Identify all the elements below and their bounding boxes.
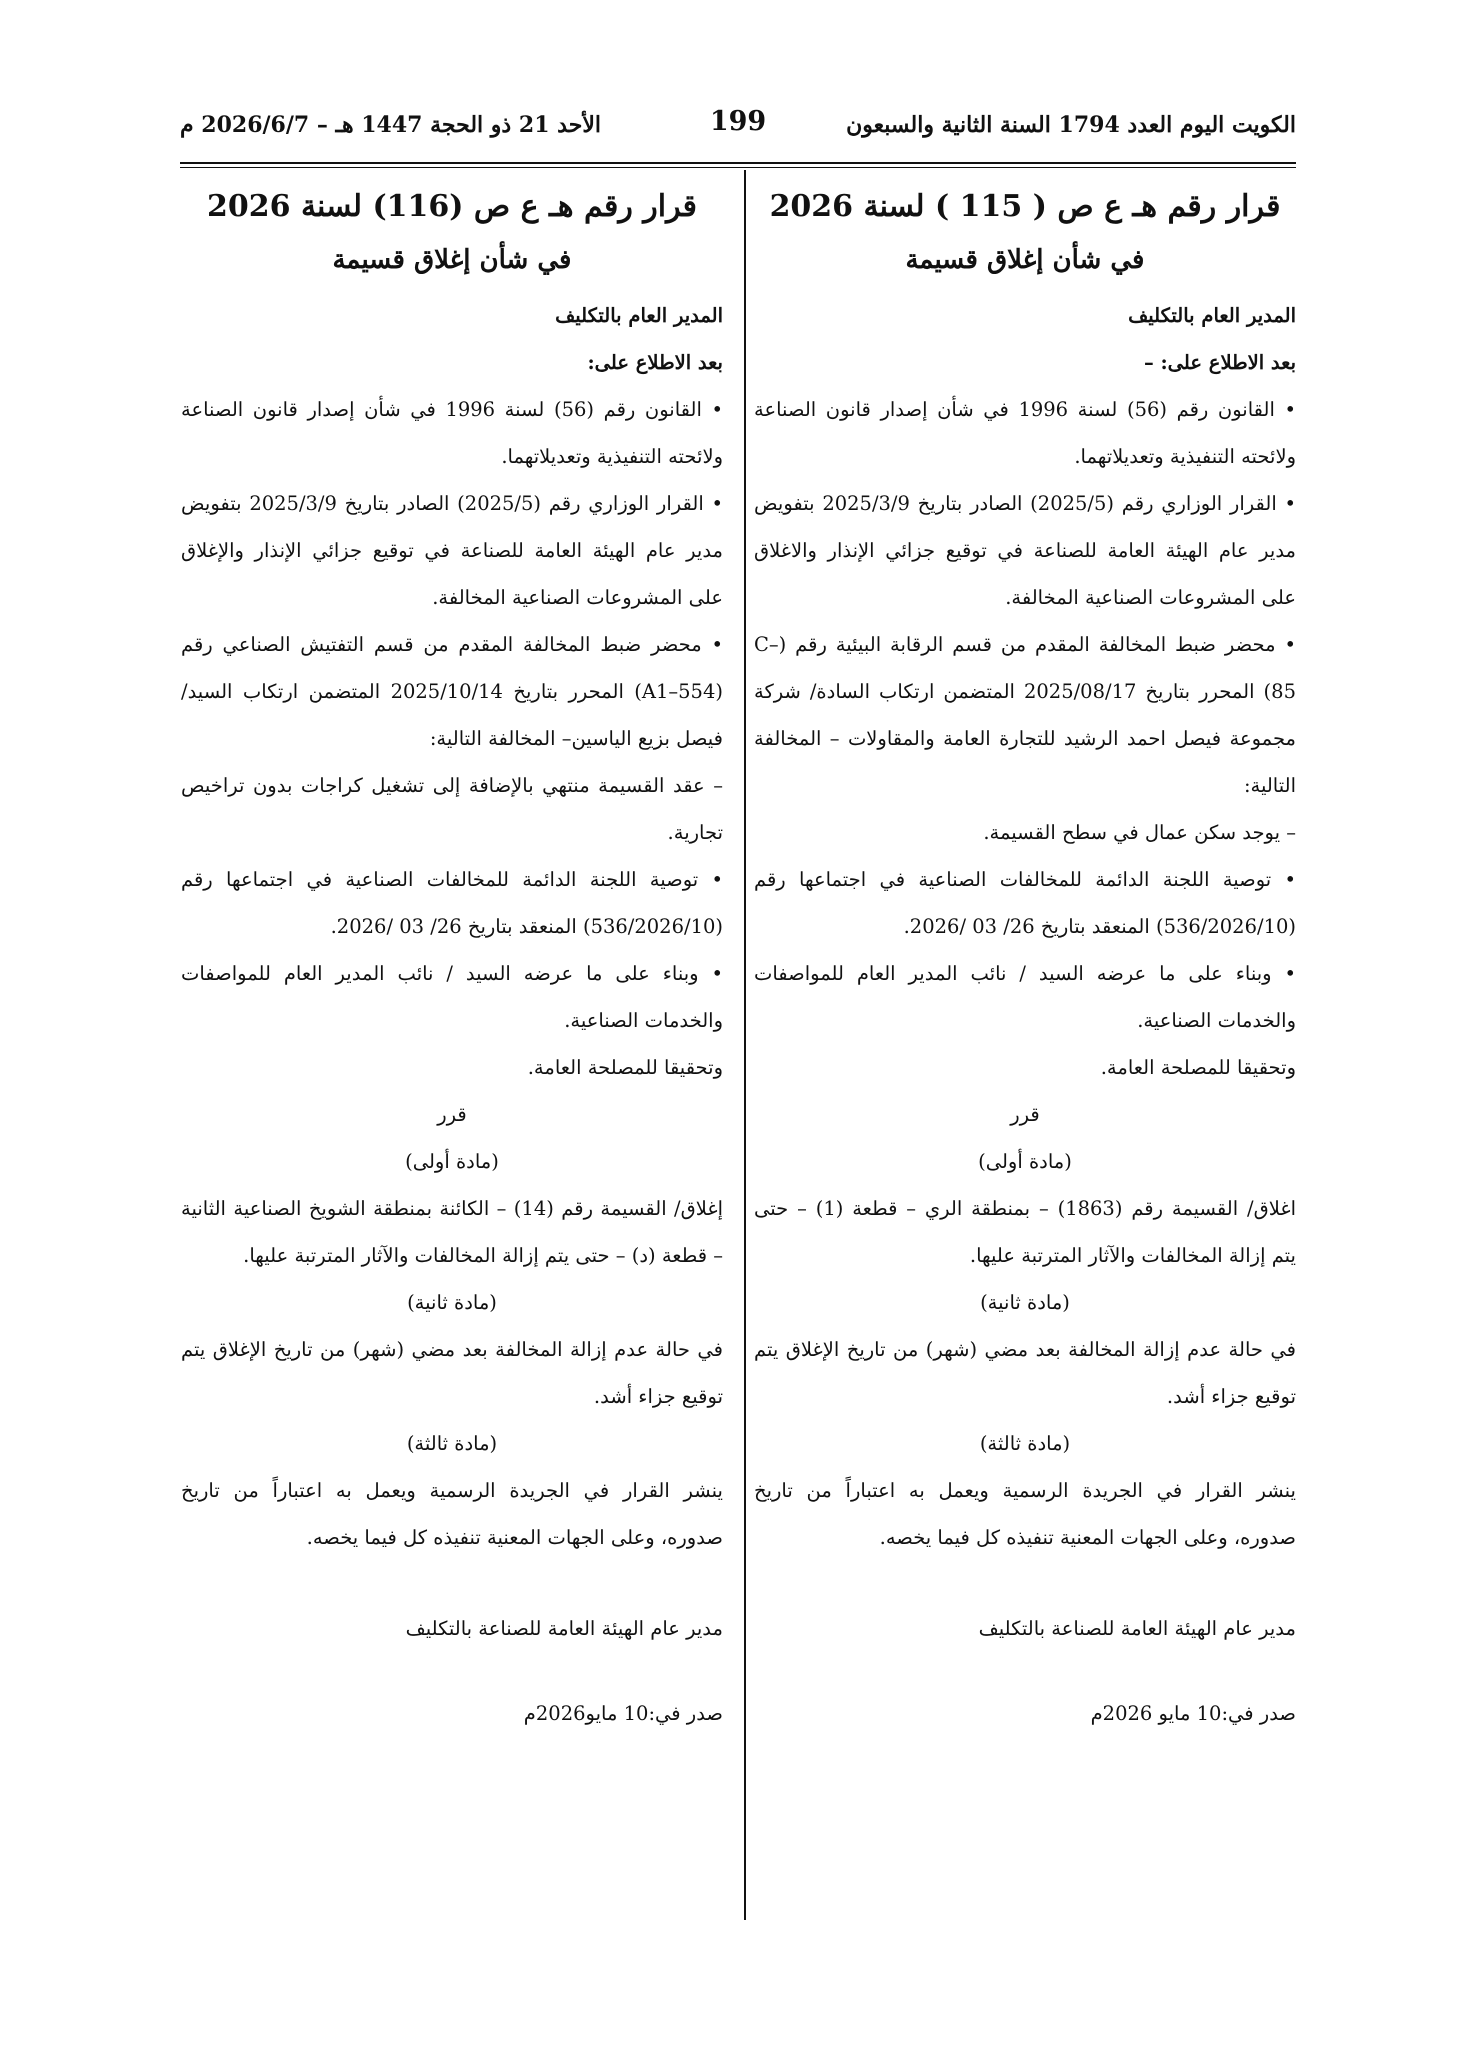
page-number: 199 (709, 106, 767, 137)
preamble-deputy-presentation: • وبناء على ما عرضه السيد / نائب المدير العام للمواصفات والخدمات الصناعية. (181, 962, 723, 1032)
preamble-deputy-presentation: • وبناء على ما عرضه السيد / نائب المدير العام للمواصفات والخدمات الصناعية. (754, 962, 1296, 1032)
article-2-heading: (مادة ثانية) (407, 1291, 497, 1314)
decision-116-column (181, 180, 723, 1737)
preamble-law: • القانون رقم (56) لسنة 1996 في شأن إصدار قانون الصناعة ولائحته التنفيذية وتعديلاتهما. (754, 398, 1296, 468)
article-2-heading: (مادة ثانية) (980, 1291, 1070, 1314)
violation-item: – عقد القسيمة منتهي بالإضافة إلى تشغيل كراجات بدون تراخيص تجارية. (181, 774, 723, 844)
preamble-public-interest: وتحقيقا للمصلحة العامة. (1100, 1056, 1296, 1079)
issuer-line: المدير العام بالتكليف (555, 304, 723, 327)
preamble-violation-report: • محضر ضبط المخالفة المقدم من قسم الرقابة البيئية رقم (C–85) المحرر بتاريخ 2025/08/17 المتضمن ارتكاب السادة/ شركة مجموعة فيصل احمد الرشيد للتجارة العامة والمقاولات – المخالفة التالية: (754, 633, 1296, 797)
preamble-public-interest: وتحقيقا للمصلحة العامة. (527, 1056, 723, 1079)
preamble-violation-report: • محضر ضبط المخالفة المقدم من قسم التفتيش الصناعي رقم (A1–554) المحرر بتاريخ 2025/10/14 المتضمن ارتكاب السيد/ فيصل بزيع الياسين– المخالفة التالية: (181, 633, 723, 750)
issuer-line: المدير العام بالتكليف (1128, 304, 1296, 327)
decision-subtitle: في شأن إغلاق قسيمة (905, 245, 1145, 275)
header-rule-thick (180, 162, 1296, 164)
decided-heading: قرر (437, 1103, 467, 1126)
preamble-intro: بعد الاطلاع على: (587, 351, 723, 374)
header-date: الأحد 21 ذو الحجة 1447 هـ – 2026/6/7 م (180, 112, 601, 138)
article-2-text: في حالة عدم إزالة المخالفة بعد مضي (شهر) من تاريخ الإغلاق يتم توقيع جزاء أشد. (181, 1338, 723, 1408)
article-1-heading: (مادة أولى) (405, 1150, 499, 1173)
preamble-intro: بعد الاطلاع على: – (1143, 351, 1296, 374)
article-1-heading: (مادة أولى) (978, 1150, 1072, 1173)
issue-date: صدر في:10 مايو2026م (523, 1702, 723, 1725)
signature-line: مدير عام الهيئة العامة للصناعة بالتكليف (405, 1617, 723, 1640)
article-3-heading: (مادة ثالثة) (979, 1432, 1071, 1455)
preamble-ministerial-decision: • القرار الوزاري رقم (2025/5) الصادر بتاريخ 2025/3/9 بتفويض مدير عام الهيئة العامة للصناعة في توقيع جزائي الإنذار والاغلاق على المشروعات الصناعية المخالفة. (754, 492, 1297, 609)
page-header (180, 106, 1296, 162)
article-1-text: اغلاق/ القسيمة رقم (1863) – بمنطقة الري – قطعة (1) – حتى يتم إزالة المخالفات والآثار المترتبة عليها. (754, 1197, 1296, 1267)
article-3-heading: (مادة ثالثة) (406, 1432, 498, 1455)
signature-line: مدير عام الهيئة العامة للصناعة بالتكليف (978, 1617, 1296, 1640)
decision-115-column (754, 180, 1296, 1737)
preamble-law: • القانون رقم (56) لسنة 1996 في شأن إصدار قانون الصناعة ولائحته التنفيذية وتعديلاتهما. (181, 398, 723, 468)
header-rule-thin (180, 167, 1296, 168)
decision-title: قرار رقم هـ ع ص (116) لسنة 2026 (207, 189, 697, 224)
article-3-text: ينشر القرار في الجريدة الرسمية ويعمل به اعتباراً من تاريخ صدوره، وعلى الجهات المعنية تنفيذه كل فيما يخصه. (181, 1479, 723, 1549)
article-1-text: إغلاق/ القسيمة رقم (14) – الكائنة بمنطقة الشويخ الصناعية الثانية – قطعة (د) – حتى يتم إزالة المخالفات والآثار المترتبة عليها. (181, 1197, 723, 1267)
issue-date: صدر في:10 مايو 2026م (1090, 1702, 1296, 1725)
preamble-ministerial-decision: • القرار الوزاري رقم (2025/5) الصادر بتاريخ 2025/3/9 بتفويض مدير عام الهيئة العامة للصناعة في توقيع جزائي الإنذار والإغلاق على المشروعات الصناعية المخالفة. (181, 492, 724, 609)
article-3-text: ينشر القرار في الجريدة الرسمية ويعمل به اعتباراً من تاريخ صدوره، وعلى الجهات المعنية تنفيذه كل فيما يخصه. (754, 1479, 1296, 1549)
header-issue-info: الكويت اليوم العدد 1794 السنة الثانية والسبعون (846, 112, 1296, 138)
preamble-committee-recommendation: • توصية اللجنة الدائمة للمخالفات الصناعية في اجتماعها رقم (536/2026/10) المنعقد بتاريخ 26/ 03 /2026. (754, 868, 1296, 938)
column-divider (744, 170, 746, 1920)
violation-item: – يوجد سكن عمال في سطح القسيمة. (983, 821, 1296, 844)
article-2-text: في حالة عدم إزالة المخالفة بعد مضي (شهر) من تاريخ الإغلاق يتم توقيع جزاء أشد. (754, 1338, 1296, 1408)
preamble-committee-recommendation: • توصية اللجنة الدائمة للمخالفات الصناعية في اجتماعها رقم (536/2026/10) المنعقد بتاريخ 26/ 03 /2026. (181, 868, 723, 938)
decision-subtitle: في شأن إغلاق قسيمة (332, 245, 572, 275)
decided-heading: قرر (1010, 1103, 1040, 1126)
decision-title: قرار رقم هـ ع ص ( 115 ) لسنة 2026 (769, 189, 1281, 224)
